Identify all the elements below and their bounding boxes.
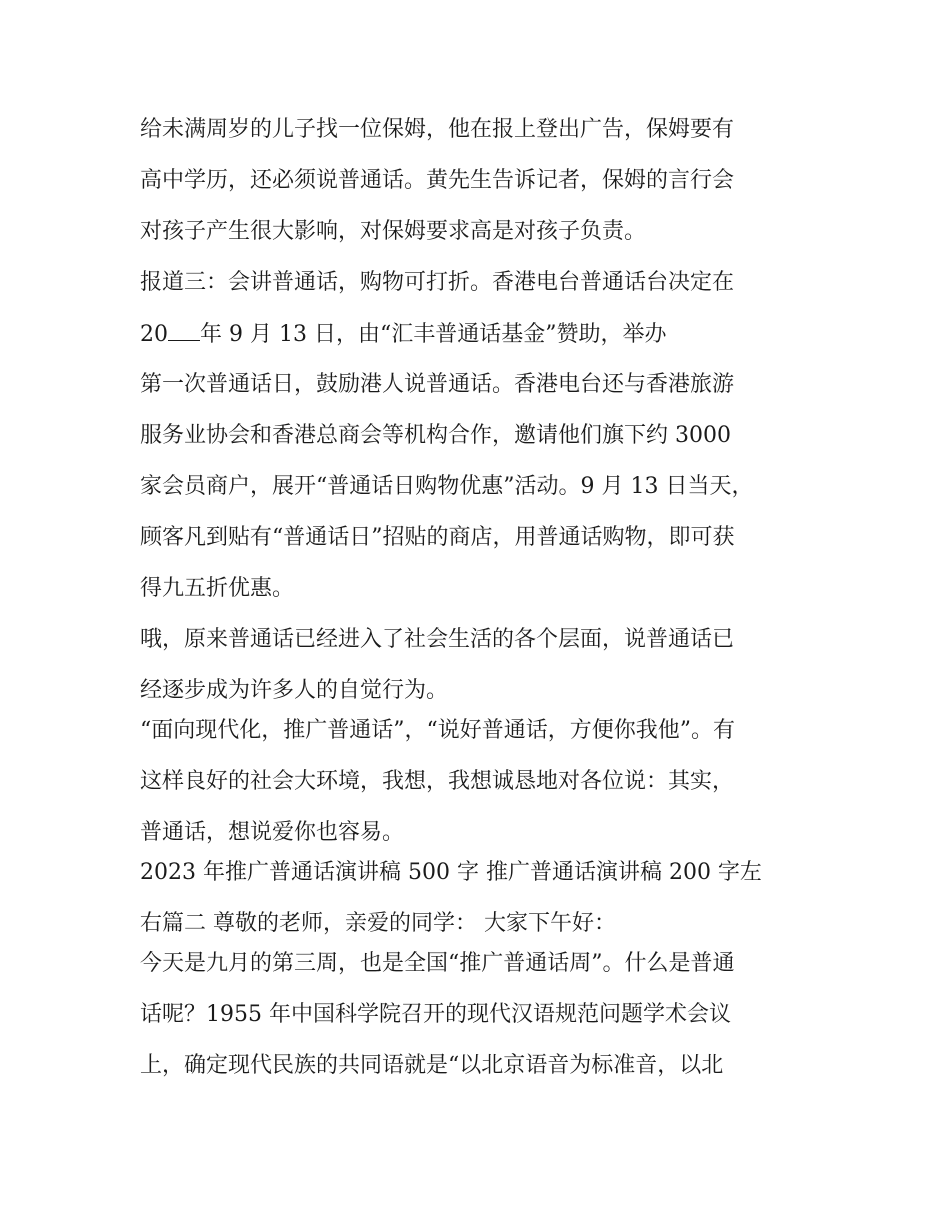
text-line: 顾客凡到贴有“普通话日”招贴的商店，用普通话购物，即可获 [140,525,735,550]
text-line: 服务业协会和香港总商会等机构合作，邀请他们旗下约 3000 [140,423,731,448]
text-line: 对孩子产生很大影响，对保姆要求高是对孩子负责。 [140,219,647,244]
text-line: 话呢？1955 年中国科学院召开的现代汉语规范问题学术会议 [140,1002,731,1027]
text-line: 上，确定现代民族的共同语就是“以北京语音为标准音，以北 [140,1053,724,1078]
text-line: “面向现代化，推广普通话”，“说好普通话，方便你我他”。有 [140,718,735,743]
text-line: 哦，原来普通话已经进入了社会生活的各个层面，说普通话已 [140,627,735,652]
text-line: 普通话，想说爱你也容易。 [140,820,405,845]
text-line: 右篇二 尊敬的老师，亲爱的同学： 大家下午好： [140,911,616,936]
text-line: 这样良好的社会大环境，我想，我想诚恳地对各位说：其实， [140,769,735,794]
text-line: 经逐步成为许多人的自觉行为。 [140,678,449,703]
text-line: 给未满周岁的儿子找一位保姆，他在报上登出广告，保姆要有 [140,117,735,142]
text-line: 家会员商户，展开“普通话日购物优惠”活动。9 月 13 日当天， [140,474,754,499]
text-line: 报道三：会讲普通话，购物可打折。香港电台普通话台决定在 [140,270,735,295]
text-line: 高中学历，还必须说普通话。黄先生告诉记者，保姆的言行会 [140,168,735,193]
text-line [140,314,830,365]
fill-in-blank [168,314,200,341]
text-line: 2023 年推广普通话演讲稿 500 字 推广普通话演讲稿 200 字左 [140,860,762,885]
text-line: 第一次普通话日，鼓励港人说普通话。香港电台还与香港旅游 [140,372,735,397]
text-line: 得九五折优惠。 [140,576,295,601]
date-text: 年 9 月 13 日，由“汇丰普通话基金”赞助，举办 [200,322,667,347]
text-line: 今天是九月的第三周，也是全国“推广普通话周”。什么是普通 [140,951,735,976]
document-body [140,110,830,1097]
year-prefix: 20 [140,322,168,347]
